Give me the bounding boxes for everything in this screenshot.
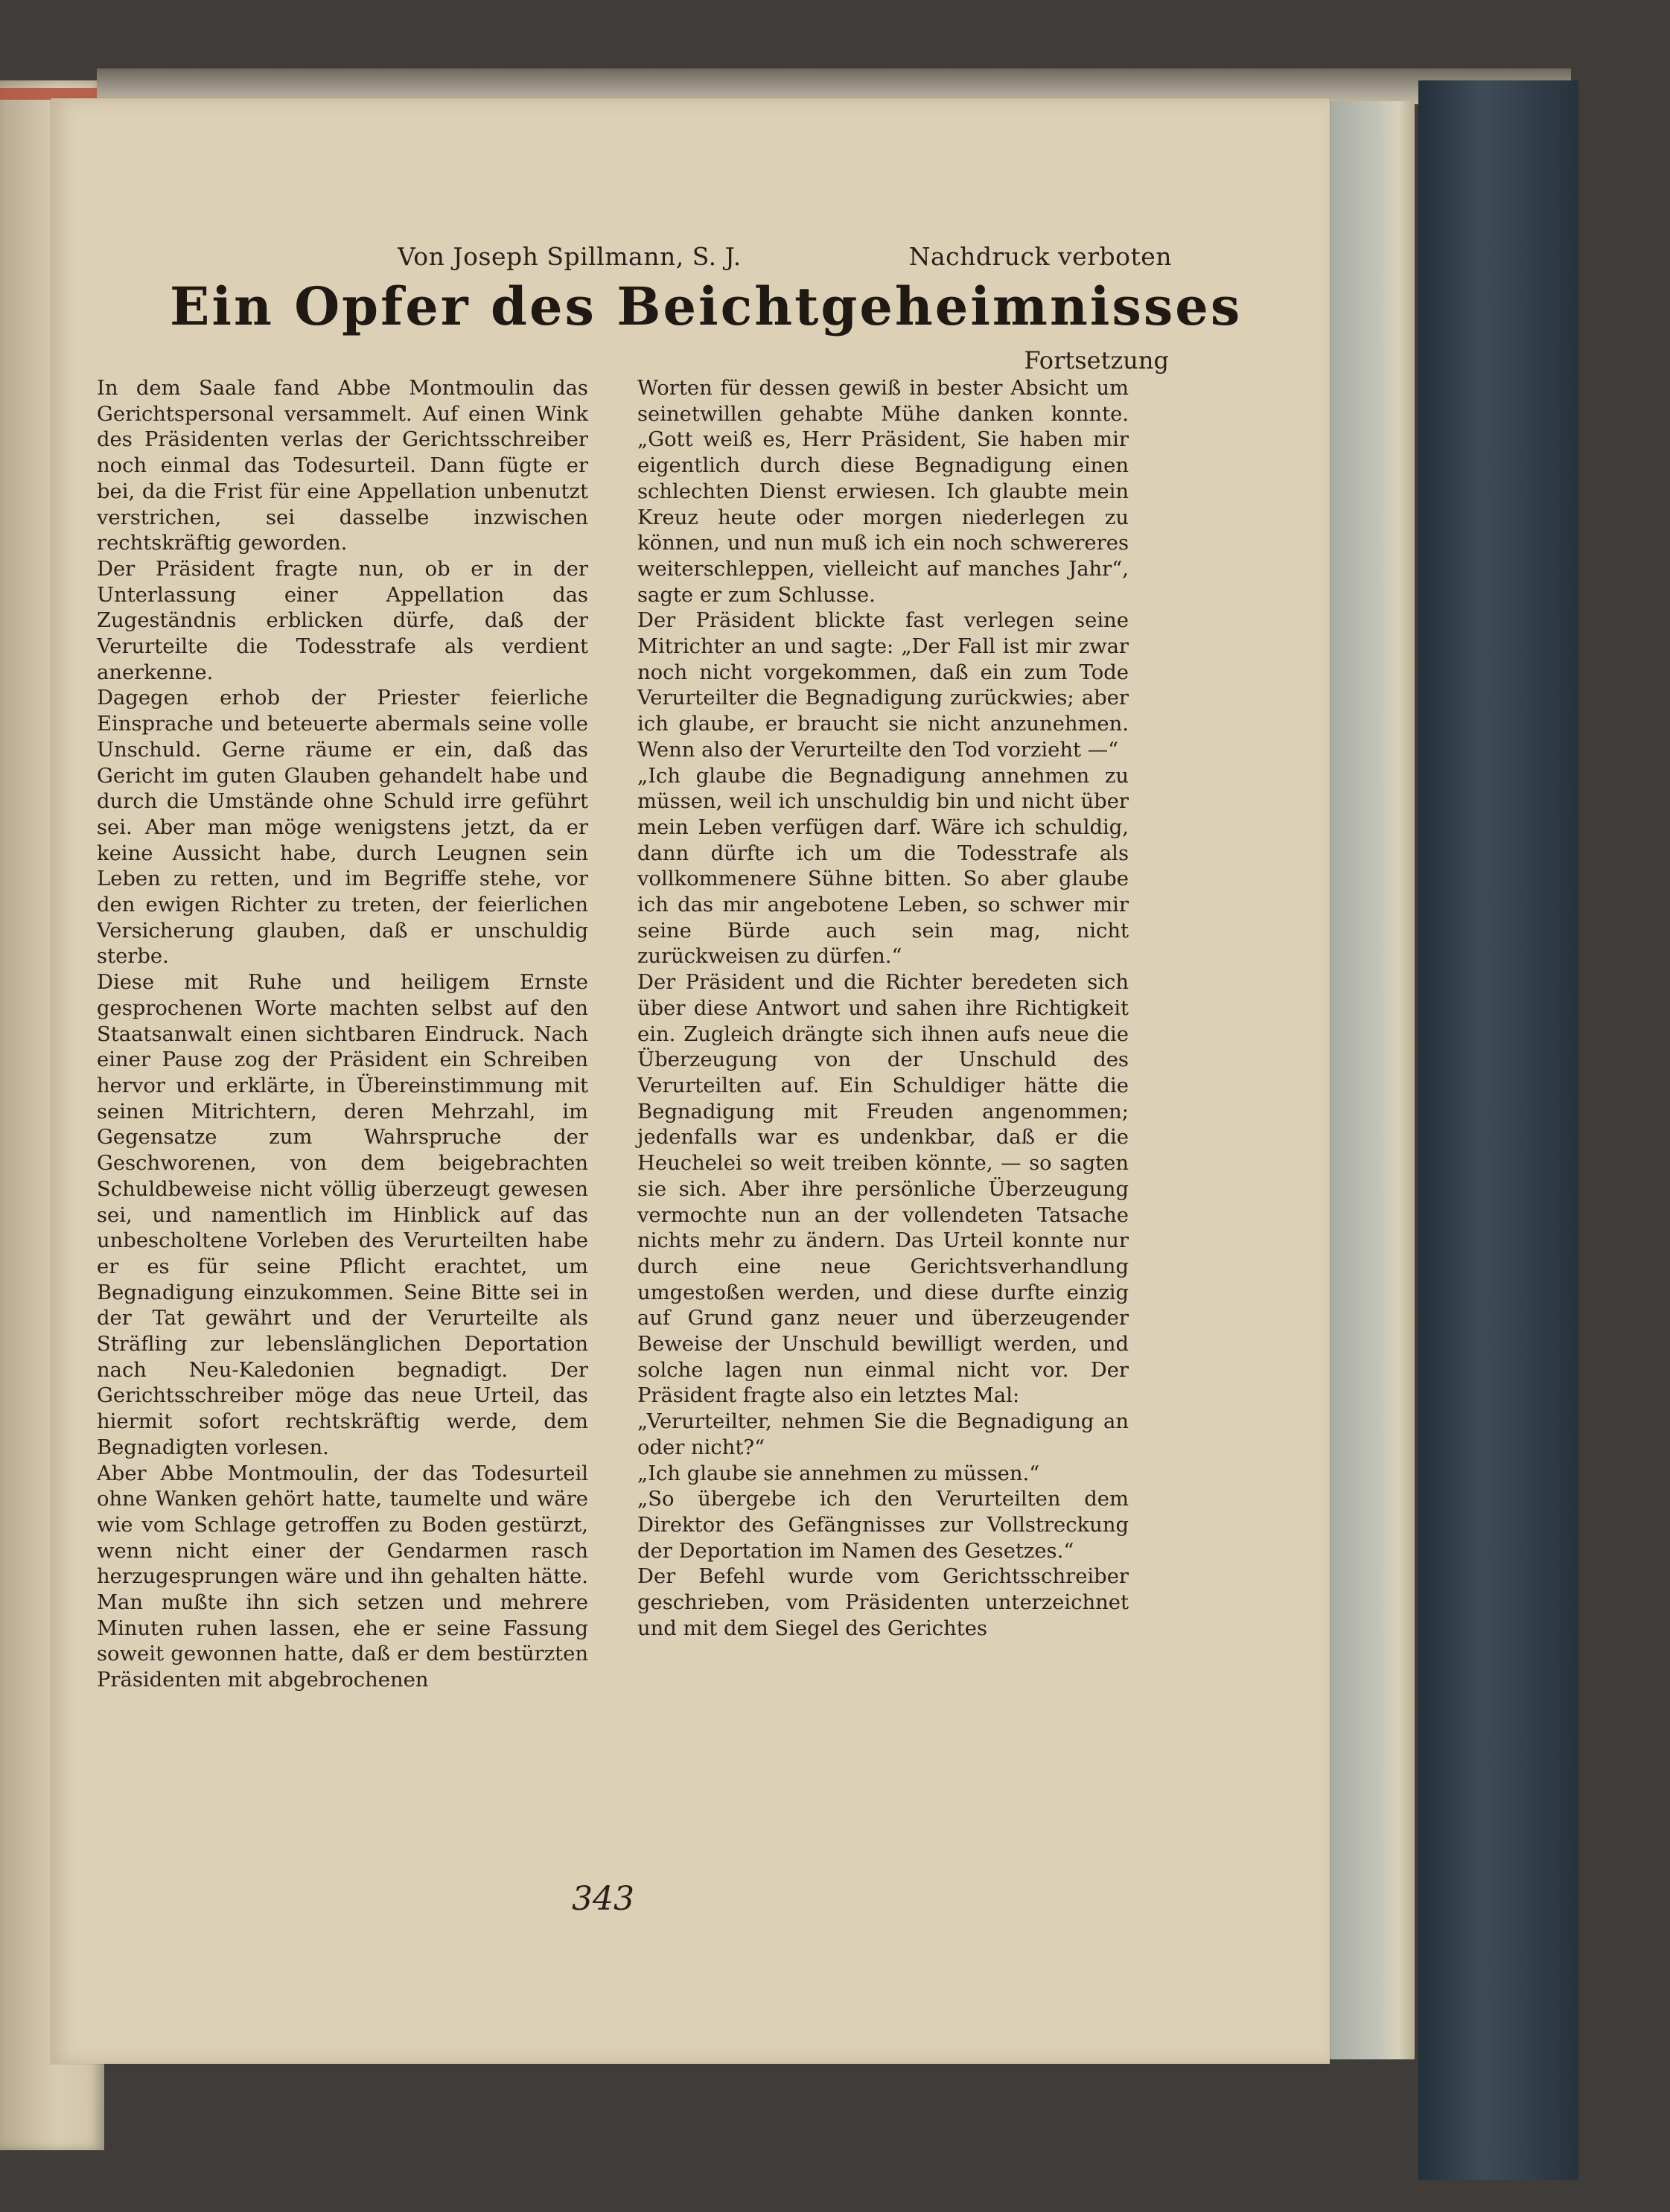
rights-notice: Nachdruck verboten — [908, 242, 1172, 271]
author-byline: Von Joseph Spillmann, S. J. — [398, 242, 742, 271]
book-cover-edge — [1418, 80, 1578, 2180]
paragraph: Worten für dessen gewiß in bester Absicht um seinetwillen gehabte Mühe danken konnte. „Gott weiß es, Herr Präsident, Sie haben mir eigentlich durch diese Begnadigung einen schlechten Dienst erwiesen. Ich glaubte mein Kreuz heute oder morgen niederlegen zu können, und nun muß ich ein noch schwereres weiterschleppen, vielleicht auf manches Jahr“, sagte er zum Schlusse. — [637, 377, 1129, 607]
paragraph: „Ich glaube die Begnadigung annehmen zu müssen, weil ich unschuldig bin und nicht über mein Leben verfügen darf. Wäre ich schuldig, dann dürfte ich um die Todesstrafe als vollkommenere Sühne bitten. So aber glaube ich das mir angebotene Leben, so schwer mir seine Bürde auch sein mag, nicht zurückweisen zu dürfen.“ — [637, 764, 1129, 969]
right-column — [637, 376, 1129, 1642]
paragraph: „So übergebe ich den Verurteilten dem Direktor des Gefängnisses zur Vollstreckung der Deportation im Namen des Gesetzes.“ — [637, 1488, 1129, 1563]
paragraph: In dem Saale fand Abbe Montmoulin das Gerichtspersonal versammelt. Auf einen Wink des Präsidenten verlas der Gerichtsschreiber noch einmal das Todesurteil. Dann fügte er bei, da die Frist für eine Appellation unbenutzt verstrichen, sei dasselbe inzwischen rechtskräftig geworden. — [97, 377, 588, 555]
paragraph: Der Befehl wurde vom Gerichtsschreiber geschrieben, vom Präsidenten unterzeichnet und mit dem Siegel des Gerichtes — [637, 1565, 1129, 1640]
paragraph: „Ich glaube sie annehmen zu müssen.“ — [637, 1462, 1040, 1485]
left-column — [97, 376, 588, 1694]
paragraph: Der Präsident und die Richter beredeten sich über diese Antwort und sahen ihre Richtigkeit ein. Zugleich drängte sich ihnen aufs neue die Überzeugung von der Unschuld des Verurteilten auf. Ein Schuldiger hätte die Begnadigung mit Freuden angenommen; jedenfalls war es undenkbar, daß er die Heuchelei so weit treiben könnte, — so sagten sie sich. Aber ihre persönliche Überzeugung vermochte nun an der vollendeten Tatsache nichts mehr zu ändern. Das Urteil konnte nur durch eine neue Gerichtsverhandlung umgestoßen werden, und diese durfte einzig auf Grund ganz neuer und überzeugender Beweise der Unschuld bewilligt werden, und solche lagen nun einmal nicht vor. Der Präsident fragte also ein letztes Mal: — [637, 971, 1129, 1408]
page-number: 343 — [572, 1880, 634, 1918]
continuation-note: Fortsetzung — [1024, 346, 1169, 374]
article-header — [398, 242, 1172, 271]
paragraph: Der Präsident fragte nun, ob er in der Unterlassung einer Appellation das Zugeständnis erblicken dürfe, daß der Verurteilte die Todesstrafe als verdient anerkenne. — [97, 557, 588, 684]
article-title: Ein Opfer des Beichtgeheimnisses — [170, 275, 1243, 337]
paragraph: „Verurteilter, nehmen Sie die Begnadigung an oder nicht?“ — [637, 1410, 1129, 1459]
paragraph: Aber Abbe Montmoulin, der das Todesurteil ohne Wanken gehört hatte, taumelte und wäre wie vom Schlage getroffen zu Boden gestürzt, wenn nicht einer der Gendarmen rasch herzugesprungen wäre und ihn gehalten hätte. Man mußte ihn sich setzen und mehrere Minuten ruhen lassen, ehe er seine Fassung soweit gewonnen hatte, daß er dem bestürzten Präsidenten mit abgebrochenen — [97, 1462, 588, 1692]
paragraph: Dagegen erhob der Priester feierliche Einsprache und beteuerte abermals seine volle Unschuld. Gerne räume er ein, daß das Gericht im guten Glauben gehandelt habe und durch die Umstände ohne Schuld irre geführt sei. Aber man möge wenigstens jetzt, da er keine Aussicht habe, durch Leugnen sein Leben zu retten, und im Begriffe stehe, vor den ewigen Richter zu treten, der feierlichen Versicherung glauben, daß er unschuldig sterbe. — [97, 686, 588, 969]
page-block-edge — [1325, 101, 1415, 2059]
paragraph: Der Präsident blickte fast verlegen seine Mitrichter an und sagte: „Der Fall ist mir zwar noch nicht vorgekommen, daß ein zum Tode Verurteilter die Begnadigung zurückwies; aber ich glaube, er braucht sie nicht anzunehmen. Wenn also der Verurteilte den Tod vorzieht —“ — [637, 609, 1129, 762]
paragraph: Diese mit Ruhe und heiligem Ernste gesprochenen Worte machten selbst auf den Staatsanwalt einen sichtbaren Eindruck. Nach einer Pause zog der Präsident ein Schreiben hervor und erklärte, in Übereinstimmung mit seinen Mitrichtern, deren Mehrzahl, im Gegensatze zum Wahrspruche der Geschworenen, von dem beigebrachten Schuldbeweise nicht völlig überzeugt gewesen sei, und namentlich im Hinblick auf das unbescholtene Vorleben des Verurteilten habe er es für seine Pflicht erachtet, um Begnadigung einzukommen. Seine Bitte sei in der Tat gewährt und der Verurteilte als Sträfling zur lebenslänglichen Deportation nach Neu-Kaledonien begnadigt. Der Gerichtsschreiber möge das neue Urteil, das hiermit sofort rechtskräftig werde, dem Begnadigten vorlesen. — [97, 971, 588, 1459]
